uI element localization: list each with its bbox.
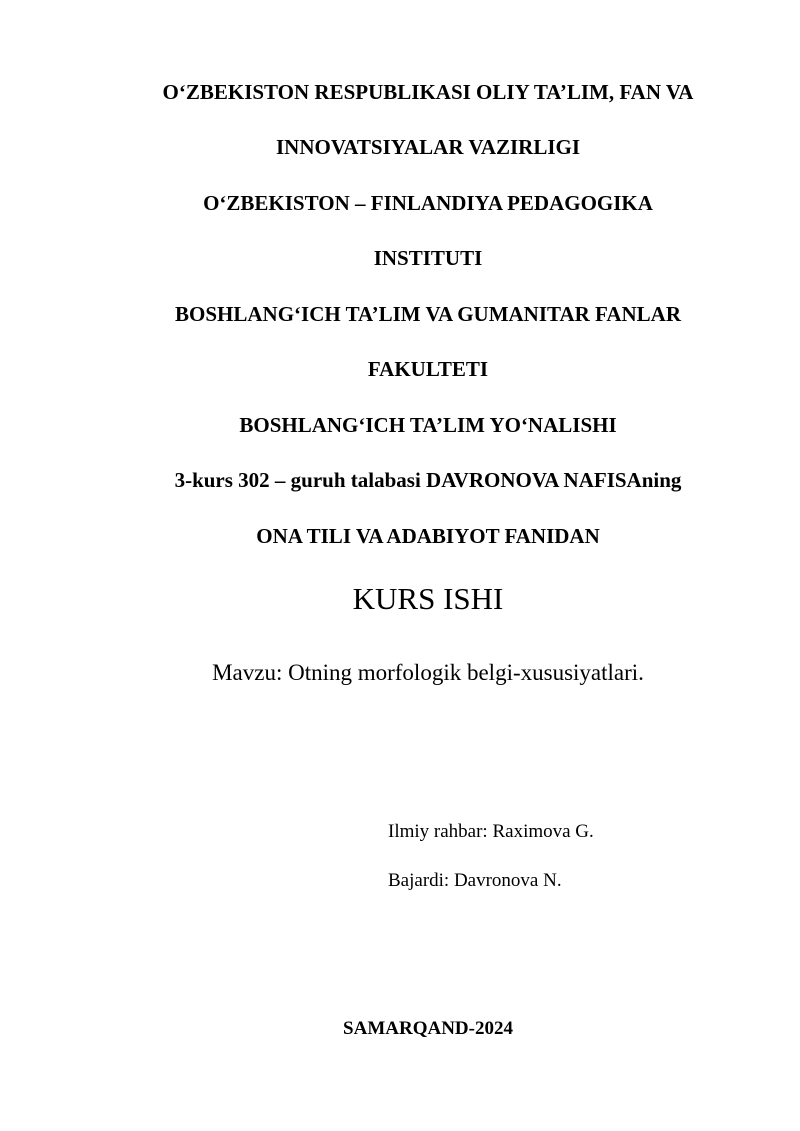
- ministry-line-2: INNOVATSIYALAR VAZIRLIGI: [275, 135, 581, 159]
- student-line: 3-kurs 302 – guruh talabasi DAVRONOVA NAFISAning: [174, 468, 682, 492]
- faculty-line-2: FAKULTETI: [367, 357, 489, 381]
- direction-line: BOSHLANG‘ICH TA’LIM YO‘NALISHI: [239, 413, 617, 437]
- author-line: Bajardi: Davronova N.: [388, 870, 562, 891]
- subject-line: ONA TILI VA ADABIYOT FANIDAN: [256, 524, 600, 548]
- supervisor-line: Ilmiy rahbar: Raximova G.: [388, 821, 594, 842]
- city-year: SAMARQAND-2024: [343, 1018, 513, 1039]
- institute-line-2: INSTITUTI: [373, 246, 483, 270]
- ministry-line-1: O‘ZBEKISTON RESPUBLIKASI OLIY TA’LIM, FAN VA: [162, 80, 694, 104]
- institute-line-1: O‘ZBEKISTON – FINLANDIYA PEDAGOGIKA: [203, 191, 653, 215]
- topic-line: Mavzu: Otning morfologik belgi-xususiyatlari.: [212, 660, 644, 685]
- document-title: KURS ISHI: [352, 581, 504, 616]
- faculty-line-1: BOSHLANG‘ICH TA’LIM VA GUMANITAR FANLAR: [175, 302, 681, 326]
